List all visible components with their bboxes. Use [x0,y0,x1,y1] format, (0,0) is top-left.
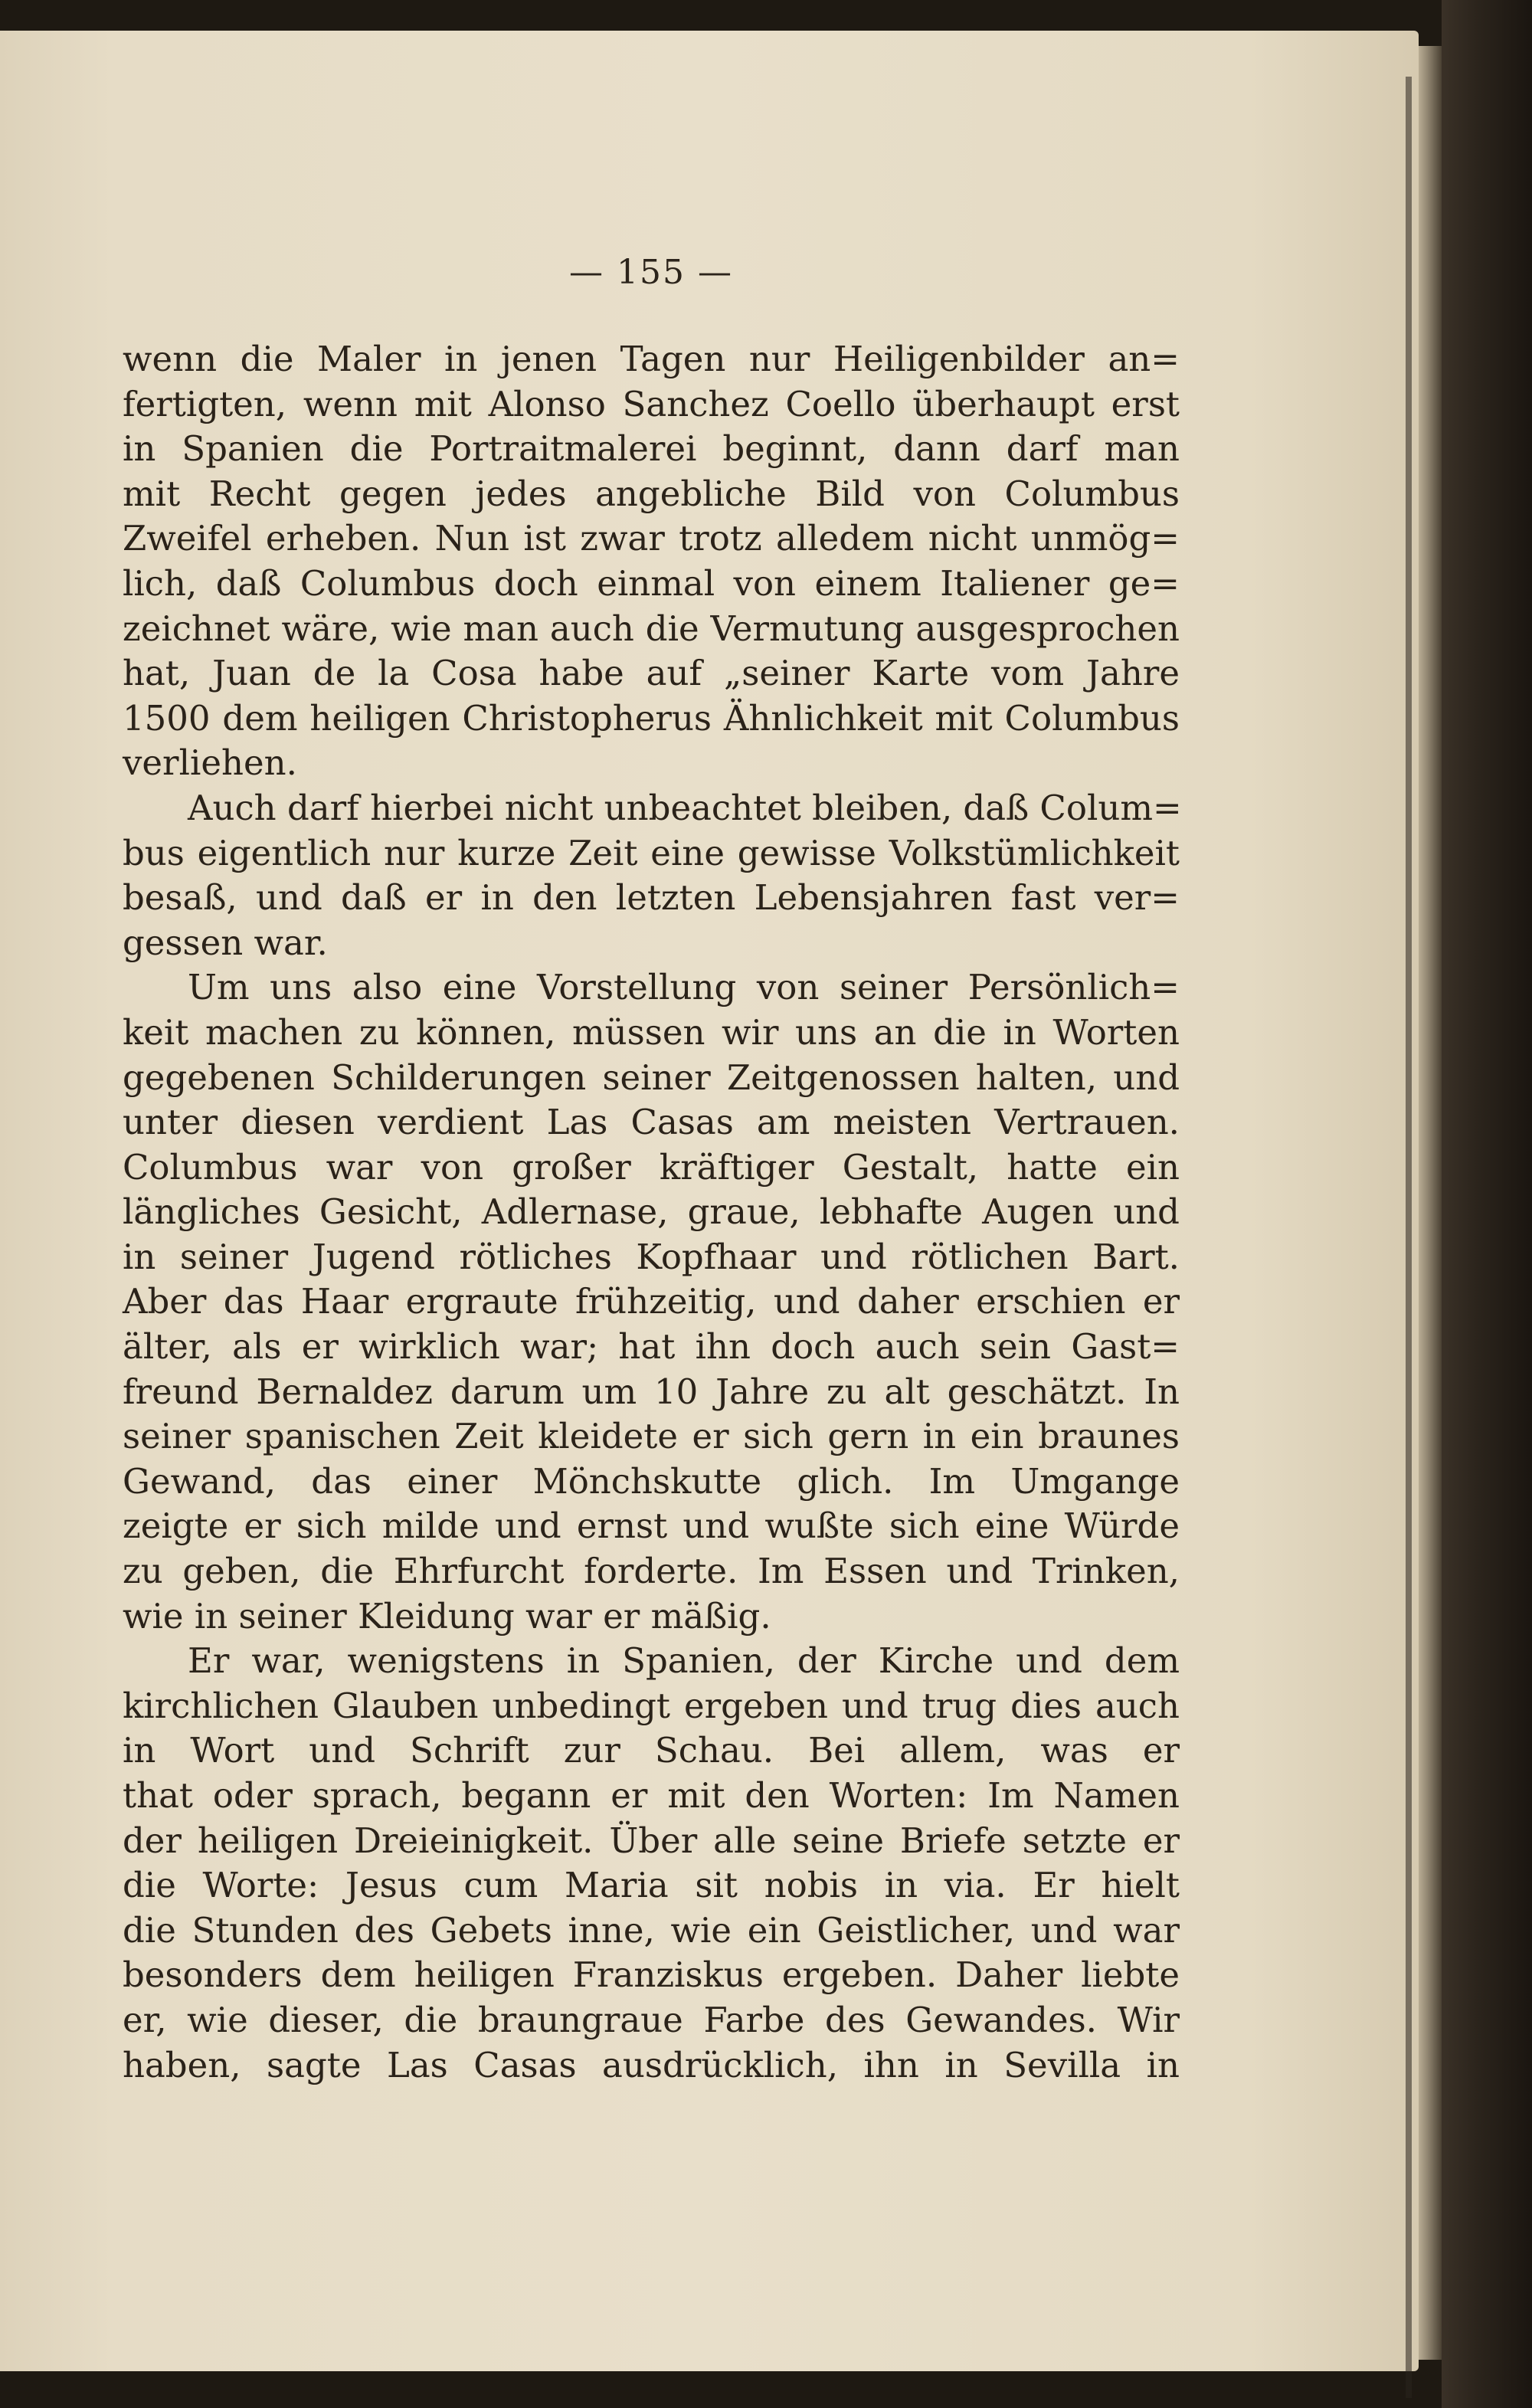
text-line: that oder sprach, begann er mit den Worten: Im Namen [123,1775,1180,1816]
text-line: Gewand, das einer Mönchskutte glich. Im Umgange [123,1460,1180,1502]
text-line: freund Bernaldez darum um 10 Jahre zu alt geschätzt. In [123,1371,1180,1412]
text-line: mit Recht gegen jedes angebliche Bild von Columbus [123,473,1180,514]
body-text [123,337,1180,2088]
text-line: wenn die Maler in jenen Tagen nur Heiligenbilder an= [123,339,1180,379]
text-line: wie in seiner Kleidung war er mäßig. [123,1595,771,1636]
text-line: die Stunden des Gebets inne, wie ein Geistlicher, und war [123,1909,1180,1951]
page-edge-shadow [1419,46,1442,2360]
text-line: gessen war. [123,922,328,963]
text-line: fertigten, wenn mit Alonso Sanchez Coello überhaupt erst [123,383,1180,424]
text-line: besaß, und daß er in den letzten Lebensjahren fast ver= [123,877,1180,919]
text-line: zeichnet wäre, wie man auch die Vermutung ausgesprochen [123,608,1180,649]
text-line: Er war, wenigstens in Spanien, der Kirche und dem [188,1640,1180,1682]
text-line: längliches Gesicht, Adlernase, graue, lebhafte Augen und [123,1191,1180,1233]
text-line: bus eigentlich nur kurze Zeit eine gewisse Volkstümlichkeit [123,832,1180,873]
text-line: seiner spanischen Zeit kleidete er sich gern in ein braunes [123,1416,1180,1457]
text-line: gegebenen Schilderungen seiner Zeitgenossen halten, und [123,1057,1180,1098]
text-line: unter diesen verdient Las Casas am meisten Vertrauen. [123,1102,1180,1143]
text-line: kirchlichen Glauben unbedingt ergeben und trug dies auch [123,1685,1180,1726]
text-line: er, wie dieser, die braungraue Farbe des Gewandes. Wir [123,1999,1180,2040]
text-line: keit machen zu können, müssen wir uns an die in Worten [123,1011,1180,1053]
text-line: in seiner Jugend rötliches Kopfhaar und rötlichen Bart. [123,1236,1180,1277]
text-line: Aber das Haar ergraute frühzeitig, und daher erschien er [123,1281,1180,1322]
text-line: haben, sagte Las Casas ausdrücklich, ihn in Sevilla in [123,2044,1180,2085]
text-line: 1500 dem heiligen Christopherus Ähnlichkeit mit Columbus [123,697,1180,739]
text-line: Auch darf hierbei nicht unbeachtet bleiben, daß Colum= [188,787,1182,828]
text-line: älter, als er wirklich war; hat ihn doch auch sein Gast= [123,1326,1180,1368]
text-line: lich, daß Columbus doch einmal von einem Italiener ge= [123,562,1180,604]
text-line: verliehen. [123,742,297,784]
text-line: besonders dem heiligen Franziskus ergeben. Daher liebte [123,1954,1180,1996]
text-line: in Spanien die Portraitmalerei beginnt, dann darf man [123,428,1180,470]
page-gutter-shadow [1406,77,1412,2398]
text-line: Um uns also eine Vorstellung von seiner Persönlich= [188,967,1180,1008]
book-cover-edge [1442,0,1532,2408]
text-line: die Worte: Jesus cum Maria sit nobis in via. Er hielt [123,1865,1180,1906]
text-line: Zweifel erheben. Nun ist zwar trotz alledem nicht unmög= [123,518,1180,559]
page-number: — 155 — [569,253,733,292]
text-line: hat, Juan de la Cosa habe auf „seiner Karte vom Jahre [123,653,1180,694]
text-line: in Wort und Schrift zur Schau. Bei allem, was er [123,1730,1180,1771]
text-line: Columbus war von großer kräftiger Gestalt, hatte ein [123,1146,1180,1188]
text-line: der heiligen Dreieinigkeit. Über alle seine Briefe setzte er [123,1820,1180,1861]
text-line: zeigte er sich milde und ernst und wußte sich eine Würde [123,1505,1180,1547]
text-line: zu geben, die Ehrfurcht forderte. Im Essen und Trinken, [123,1551,1180,1592]
